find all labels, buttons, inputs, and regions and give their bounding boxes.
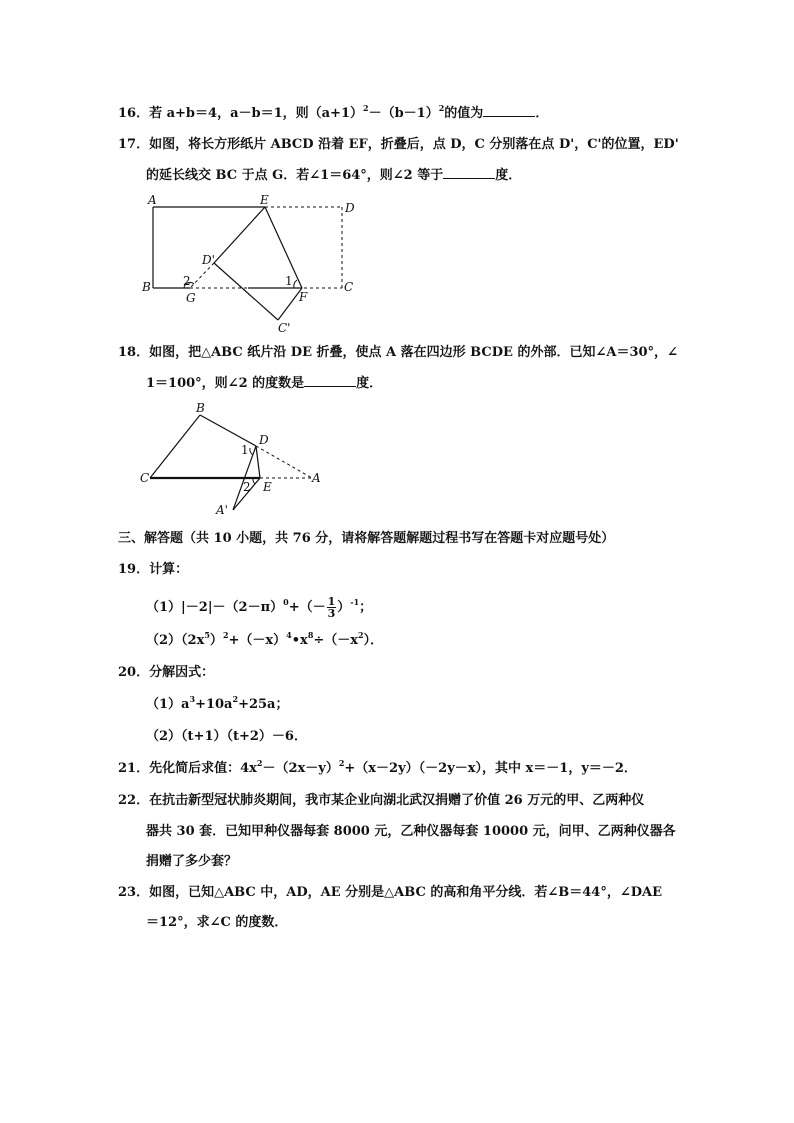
q19-p2-exp2: 2 (222, 630, 229, 640)
q17-label-E: E (260, 193, 269, 207)
q19-part-2 (146, 632, 383, 650)
q17-label-F: F (299, 290, 308, 304)
q17-answer-blank[interactable] (443, 166, 495, 179)
q17-figure (130, 190, 370, 340)
q22-line3: 捐赠了多少套？ (146, 854, 238, 869)
q19-p2-exp5: 5 (204, 630, 210, 640)
q18-fold-DE (256, 446, 260, 478)
q19-p1-end: ； (359, 600, 373, 615)
q19-p2-exp4: 4 (286, 630, 292, 640)
q16-mid: －（b－1） (368, 106, 439, 121)
q17-edge-ED' (214, 207, 265, 263)
q16-answer-blank[interactable] (483, 104, 535, 117)
q19-p2-exp8: 8 (307, 630, 314, 640)
q18-label-A: A (312, 471, 321, 485)
q18-figure (130, 398, 330, 523)
q17-label-1: 1 (285, 274, 293, 288)
q19-p2d: •x (291, 633, 308, 648)
q20-p1-exp3: 3 (189, 694, 196, 704)
q20-part-1 (146, 696, 288, 714)
question-18-line-1 (118, 344, 678, 362)
q17-label-C: C (344, 280, 354, 294)
q17-line2b: 度． (495, 168, 522, 183)
q17-label-Dp: D' (202, 253, 215, 267)
q18-label-B: B (196, 401, 205, 415)
q17-number: 17． (118, 137, 150, 152)
q23-line2: ＝12°，求∠C 的度数． (146, 915, 288, 930)
q20-p1c: +25a； (238, 697, 289, 712)
q18-label-E: E (263, 480, 272, 494)
q17-label-Cp: C' (278, 321, 291, 335)
question-20 (118, 664, 214, 682)
question-16 (118, 104, 548, 123)
q19-part-1 (146, 596, 372, 619)
q16-end: ． (535, 106, 549, 121)
q21-b: －（2x－y） (262, 761, 339, 776)
q18-line2a: 1＝100°，则∠2 的度数是 (146, 376, 305, 391)
q21-exp2: 2 (256, 758, 263, 768)
q19-fraction (327, 596, 337, 619)
question-17-line-1 (118, 136, 679, 154)
q20-number: 20． (118, 665, 150, 680)
q22-line2: 器共 30 套．已知甲种仪器每套 8000 元，乙种仪器每套 10000 元，问甲、乙两种仪器各 (146, 824, 676, 839)
q18-label-2: 2 (243, 480, 251, 494)
q21-number: 21． (118, 761, 150, 776)
q19-p1-exp0: 0 (283, 597, 289, 607)
q17-label-B: B (142, 280, 151, 294)
q20-p1a: （1）a (146, 697, 190, 712)
q19-p2f: ）． (363, 633, 384, 648)
question-18-line-2 (146, 374, 382, 393)
q20-p2: （2）（t+1）（t+2）－6． (146, 729, 307, 744)
q17-angle-1-arc (294, 280, 297, 288)
q18-answer-blank[interactable] (304, 374, 356, 387)
q19-p1a: （1）|－2|－（2－π） (146, 600, 284, 615)
q16-text: 若 a+b＝4，a－b＝1，则（a+1） (149, 106, 363, 121)
q17-label-D: D (345, 201, 355, 215)
q19-frac-den: 3 (327, 607, 336, 620)
q16-tail: 的值为 (444, 106, 484, 121)
q19-p2-exp2b: 2 (358, 630, 364, 640)
q23-line1: 如图，已知△ABC 中，AD，AE 分别是△ABC 的高和角平分线．若∠B＝44°，∠DAE (149, 885, 662, 900)
section-3-title: 三、解答题（共 10 小题，共 76 分，请将解答题解题过程书写在答题卡对应题号处） (118, 531, 615, 546)
q19-frac-num: 1 (327, 595, 336, 608)
q23-number: 23． (118, 885, 150, 900)
q18-line2b: 度． (356, 376, 383, 391)
q21-c: +（x－2y）（－2y－x），其中 x＝－1，y＝－2． (344, 761, 637, 776)
q16-number: 16． (118, 106, 150, 121)
q19-p2a: （2）（2x (146, 633, 205, 648)
q19-p2c: +（－x） (228, 633, 287, 648)
q19-p1c: ） (337, 600, 351, 615)
section-3-heading (118, 530, 614, 548)
question-17-line-2 (146, 166, 521, 185)
q21-a: 先化简后求值：4x (149, 761, 257, 776)
q18-label-D: D (259, 433, 269, 447)
q20-part-2 (146, 728, 307, 746)
question-22-line-3 (146, 853, 237, 871)
q18-label-C: C (140, 471, 150, 485)
q16-exp-2: 2 (438, 103, 445, 113)
q22-number: 22． (118, 793, 150, 808)
q18-edge-BD (200, 415, 256, 446)
q20-p1b: +10a (195, 697, 233, 712)
q18-label-Ap: A' (216, 503, 228, 517)
q19-title: 计算： (149, 562, 189, 577)
q17-label-2: 2 (183, 274, 191, 288)
q18-edge-CB (150, 415, 200, 478)
q17-line2a: 的延长线交 BC 于点 G．若∠1＝64°，则∠2 等于 (146, 168, 444, 183)
question-22-line-2 (146, 823, 676, 841)
q21-exp2b: 2 (338, 758, 345, 768)
q18-edge-DA-dashed (256, 446, 312, 478)
q19-number: 19． (118, 562, 150, 577)
question-19 (118, 561, 188, 579)
q20-p1-exp2: 2 (232, 694, 239, 704)
q17-fold-EF (265, 207, 302, 288)
question-22-line-1 (118, 792, 644, 810)
question-23-line-1 (118, 884, 662, 902)
q22-line1: 在抗击新型冠状肺炎期间，我市某企业向湖北武汉捐赠了价值 26 万元的甲、乙两种仪 (149, 793, 645, 808)
q17-label-G: G (186, 291, 196, 305)
q20-title: 分解因式： (149, 665, 215, 680)
q17-line1: 如图，将长方形纸片 ABCD 沿着 EF，折叠后，点 D，C 分别落在点 D'，C'的位置，ED' (149, 137, 679, 152)
question-21 (118, 760, 637, 778)
q19-p1-exp-neg1: -1 (350, 597, 360, 607)
q17-label-A: A (148, 193, 157, 207)
q19-p2b: ） (209, 633, 223, 648)
q18-label-1: 1 (241, 443, 249, 457)
q18-line1: 如图，把△ABC 纸片沿 DE 折叠，使点 A 落在四边形 BCDE 的外部．已知∠A＝30°，∠ (149, 345, 678, 360)
q16-exp-1: 2 (363, 103, 369, 113)
question-23-line-2 (146, 914, 287, 932)
q19-p2e: ÷（－x (313, 633, 359, 648)
q17-edge-D'C' (214, 263, 278, 320)
q19-p1b: +（－ (288, 600, 326, 615)
q18-number: 18． (118, 345, 150, 360)
